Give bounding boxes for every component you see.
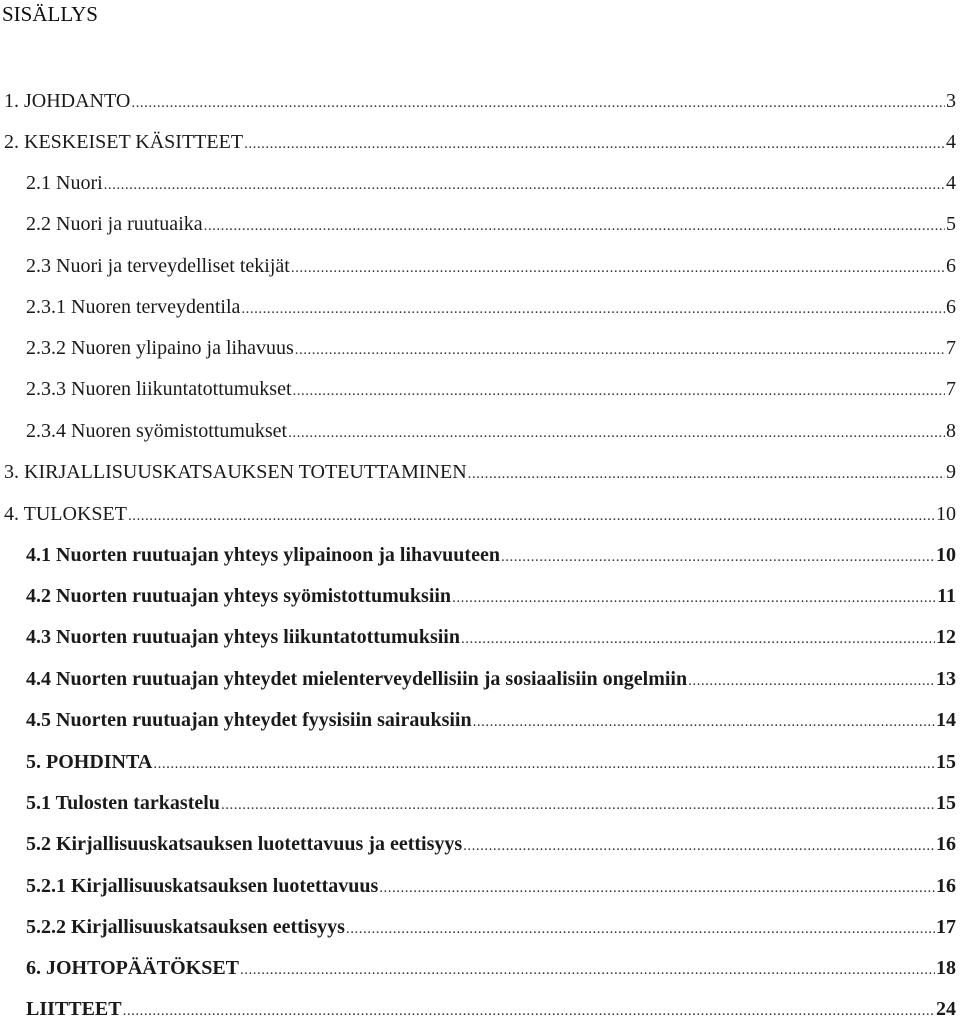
toc-entry-label: 4.4 Nuorten ruutuajan yhteydet mielenterveydellisiin ja sosiaalisiin ongelmiin [26, 668, 688, 690]
toc-dot-leader [463, 833, 935, 857]
toc-entry-page: 15 [936, 792, 956, 814]
toc-entry-page: 11 [937, 585, 956, 607]
toc-entry[interactable] [4, 459, 956, 485]
toc-entry[interactable] [26, 170, 956, 196]
toc-entry-page: 14 [936, 709, 956, 731]
toc-entry[interactable] [26, 749, 956, 775]
toc-entry-label: 4. TULOKSET [4, 503, 127, 525]
toc-entry-page: 7 [946, 337, 956, 359]
toc-entry[interactable] [26, 914, 956, 940]
toc-entry-label: 2.3.4 Nuoren syömistottumukset [26, 420, 288, 442]
toc-dot-leader [293, 378, 945, 402]
toc-entry-page: 18 [936, 957, 956, 979]
toc-entry-label: 2.3.1 Nuoren terveydentila [26, 296, 241, 318]
toc-dot-leader [473, 709, 935, 733]
toc-heading: SISÄLLYS [2, 2, 98, 26]
toc-dot-leader [468, 461, 945, 485]
toc-entry[interactable] [26, 583, 956, 609]
toc-entry-page: 9 [946, 461, 956, 483]
toc-entry-page: 7 [946, 378, 956, 400]
toc-entry-label: LIITTEET [26, 998, 122, 1020]
toc-entry[interactable] [4, 129, 956, 155]
toc-entry-label: 5.2.2 Kirjallisuuskatsauksen eettisyys [26, 916, 345, 938]
toc-entry-label: 5.1 Tulosten tarkastelu [26, 792, 220, 814]
toc-entry-label: 5.2 Kirjallisuuskatsauksen luotettavuus ja eettisyys [26, 833, 463, 855]
toc-dot-leader [204, 213, 945, 237]
toc-entry-label: 2.3.2 Nuoren ylipaino ja lihavuus [26, 337, 294, 359]
toc-entry[interactable] [26, 955, 956, 981]
toc-dot-leader [221, 792, 935, 816]
toc-dot-leader [461, 626, 935, 650]
toc-entry[interactable] [26, 624, 956, 650]
toc-dot-leader [131, 90, 945, 114]
toc-entry-page: 10 [936, 544, 956, 566]
toc-entry-label: 2.1 Nuori [26, 172, 103, 194]
toc-entry-label: 2.2 Nuori ja ruutuaika [26, 213, 203, 235]
toc-entry-label: 4.2 Nuorten ruutuajan yhteys syömistottumuksiin [26, 585, 452, 607]
toc-entry[interactable] [26, 253, 956, 279]
toc-dot-leader [346, 916, 935, 940]
toc-dot-leader [688, 668, 935, 692]
toc-entry-page: 13 [936, 668, 956, 690]
toc-dot-leader [240, 957, 935, 981]
toc-dot-leader [128, 503, 935, 527]
toc-entry-label: 5. POHDINTA [26, 751, 153, 773]
toc-entry-label: 2. KESKEISET KÄSITTEET [4, 131, 244, 153]
toc-entry[interactable] [26, 831, 956, 857]
toc-entry[interactable] [26, 790, 956, 816]
toc-entry-label: 4.1 Nuorten ruutuajan yhteys ylipainoon ja lihavuuteen [26, 544, 500, 566]
toc-dot-leader [104, 172, 945, 196]
toc-dot-leader [288, 420, 945, 444]
toc-dot-leader [244, 131, 945, 155]
toc-entry-page: 16 [936, 875, 956, 897]
toc-entry-page: 4 [946, 131, 956, 153]
toc-entry-page: 15 [936, 751, 956, 773]
toc-entry-page: 4 [946, 172, 956, 194]
toc-entry[interactable] [26, 996, 956, 1022]
toc-entry[interactable] [26, 294, 956, 320]
toc-entry-page: 5 [946, 213, 956, 235]
toc-entry-label: 5.2.1 Kirjallisuuskatsauksen luotettavuus [26, 875, 379, 897]
toc-entry[interactable] [26, 418, 956, 444]
toc-entry-label: 4.3 Nuorten ruutuajan yhteys liikuntatottumuksiin [26, 626, 460, 648]
toc-entry-label: 3. KIRJALLISUUSKATSAUKSEN TOTEUTTAMINEN [4, 461, 467, 483]
toc-dot-leader [153, 751, 935, 775]
toc-entry-label: 2.3.3 Nuoren liikuntatottumukset [26, 378, 292, 400]
toc-entry-label: 1. JOHDANTO [4, 90, 131, 112]
toc-entry[interactable] [26, 376, 956, 402]
toc-entry-page: 8 [946, 420, 956, 442]
toc-entry[interactable] [4, 501, 956, 527]
toc-entry[interactable] [26, 707, 956, 733]
toc-dot-leader [241, 296, 945, 320]
toc-entry-label: 4.5 Nuorten ruutuajan yhteydet fyysisiin sairauksiin [26, 709, 472, 731]
toc-entry-page: 6 [946, 255, 956, 277]
toc-entry[interactable] [26, 666, 956, 692]
toc-dot-leader [291, 255, 945, 279]
toc-entry-page: 12 [936, 626, 956, 648]
toc-entry-page: 6 [946, 296, 956, 318]
toc-entry-page: 16 [936, 833, 956, 855]
toc-dot-leader [501, 544, 935, 568]
toc-entry-label: 2.3 Nuori ja terveydelliset tekijät [26, 255, 290, 277]
toc-entry[interactable] [26, 211, 956, 237]
toc-entry[interactable] [26, 335, 956, 361]
toc-dot-leader [452, 585, 936, 609]
toc-entry-page: 10 [936, 503, 956, 525]
toc-entry-page: 24 [936, 998, 956, 1020]
toc-entry[interactable] [26, 542, 956, 568]
toc-entry-label: 6. JOHTOPÄÄTÖKSET [26, 957, 240, 979]
toc-dot-leader [123, 998, 935, 1022]
toc-entry-page: 3 [946, 90, 956, 112]
toc-dot-leader [379, 875, 935, 899]
toc-entry-page: 17 [936, 916, 956, 938]
toc-entry[interactable] [26, 873, 956, 899]
toc-dot-leader [295, 337, 945, 361]
toc-entry[interactable] [4, 88, 956, 114]
